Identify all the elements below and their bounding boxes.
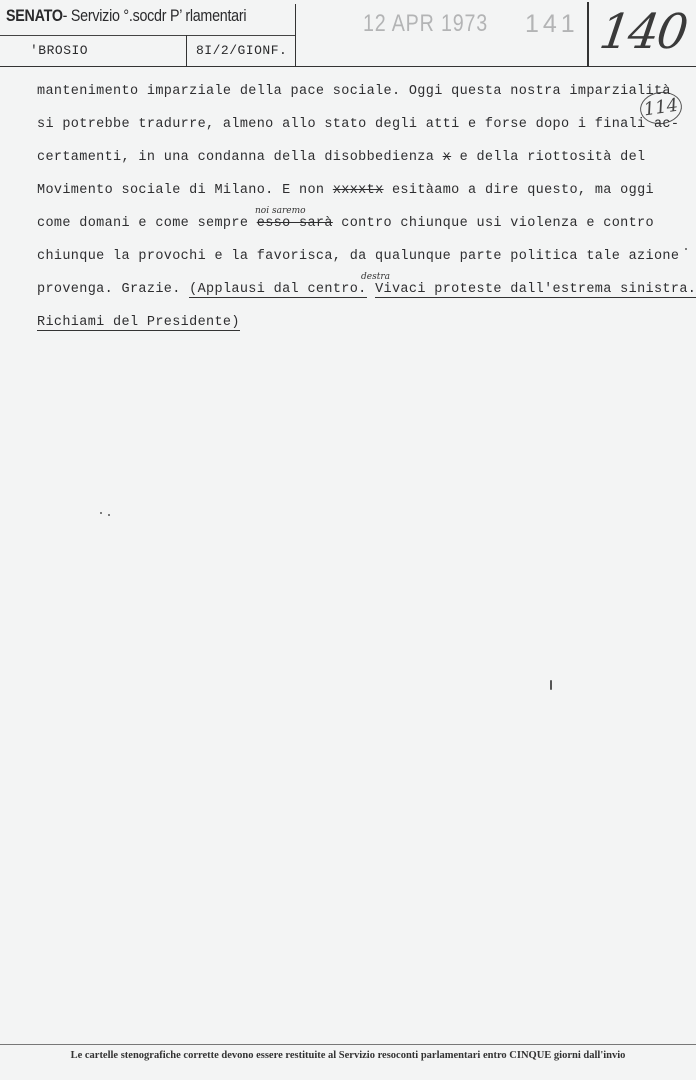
scan-speck: [108, 514, 110, 516]
scan-speck: [100, 512, 102, 514]
text-line: [37, 282, 696, 297]
scan-speck: [685, 248, 687, 250]
sheet-code: 8I/2/GIONF.: [196, 43, 288, 58]
header-institution: [6, 6, 246, 26]
handwritten-page-number: 140: [596, 4, 690, 60]
text-segment: come domani e come sempre: [37, 216, 249, 231]
header-divider: [295, 4, 296, 66]
text-segment: esitàamo a dire questo, ma oggi: [391, 183, 654, 198]
date-stamp: 12 APR 1973: [363, 10, 489, 37]
underlined-text: Vivaci proteste dall'estrema sinistra.: [375, 282, 696, 297]
institution-name: SENATO: [6, 6, 63, 25]
text-segment: certamenti, in una condanna della disobbedienza: [37, 150, 435, 165]
text-line: mantenimento imparziale della pace sociale. Oggi questa nostra imparzialità: [37, 84, 671, 99]
text-segment: Movimento sociale di Milano. E non: [37, 183, 325, 198]
struck-text: esso sarà: [256, 216, 333, 231]
footer-rule: [0, 1044, 696, 1045]
struck-text: xxxxtx: [332, 183, 384, 198]
header-rule-bottom: [0, 66, 696, 67]
text-segment: e della riottosità del: [459, 150, 646, 165]
text-line: [37, 183, 654, 198]
underlined-text: (Applausi dal centro.: [189, 282, 367, 297]
circled-page-number: 114: [638, 89, 684, 127]
text-segment: provenga. Grazie.: [37, 282, 181, 297]
scan-speck: [550, 680, 552, 690]
service-name: - Servizio °.socdr P’ rlamentari: [62, 6, 247, 25]
text-line: chiunque la provochi e la favorisca, da qualunque parte politica tale azione: [37, 249, 680, 264]
text-line: si potrebbe tradurre, almeno allo stato degli atti e forse dopo i finali ac-: [37, 117, 680, 132]
number-stamp: 141: [525, 10, 579, 38]
header-divider: [587, 2, 589, 66]
handwritten-insertion: noi saremo: [255, 206, 306, 216]
header-rule-top: [0, 35, 295, 36]
text-line: [37, 216, 654, 231]
footer-note: Le cartelle stenografiche corrette devono essere restituite al Servizio resoconti parlamentari entro CINQUE giorni dall'invio: [70, 1050, 626, 1061]
text-segment: contro chiunque usi violenza e contro: [341, 216, 654, 231]
handwritten-insertion: destra: [361, 272, 390, 282]
text-line: [37, 150, 646, 165]
struck-text: x: [442, 150, 452, 165]
header-divider: [186, 35, 187, 66]
underlined-text: Richiami del Presidente): [37, 315, 240, 330]
text-line: [37, 315, 240, 330]
speaker-name: 'BROSIO: [30, 43, 89, 58]
